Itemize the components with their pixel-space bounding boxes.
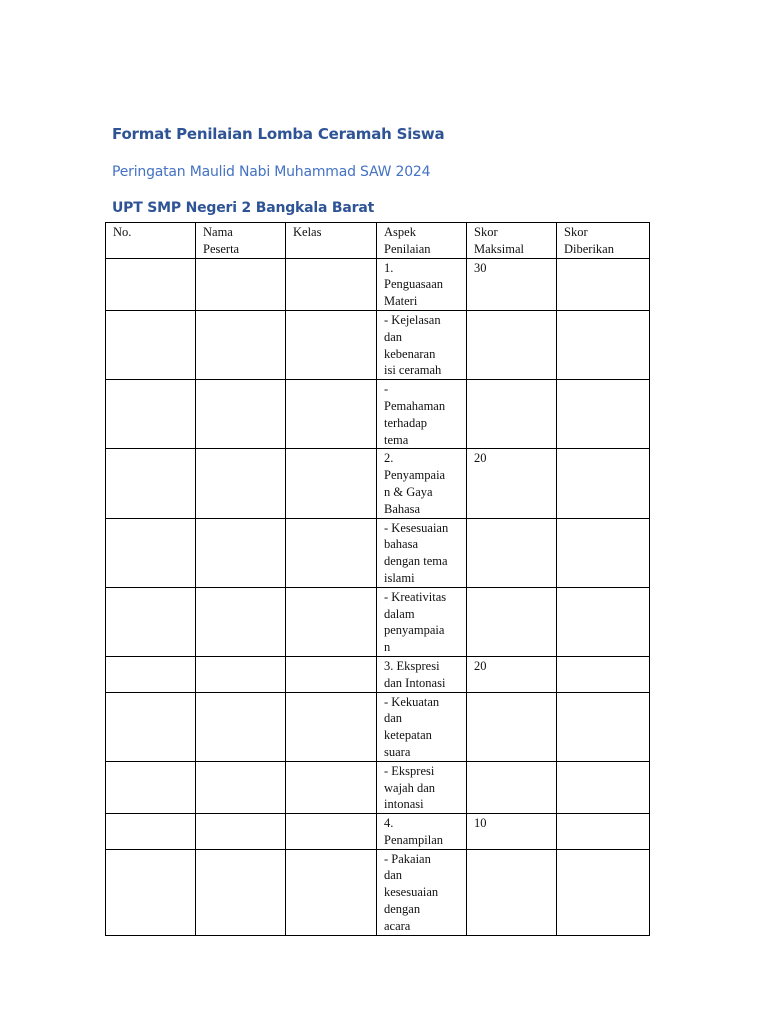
- given-score-cell[interactable]: [557, 258, 650, 310]
- given-score-cell[interactable]: [557, 310, 650, 379]
- max-score-cell: [467, 692, 557, 761]
- participant-name-cell[interactable]: [196, 761, 286, 813]
- class-cell[interactable]: [286, 258, 377, 310]
- max-score-cell: [467, 310, 557, 379]
- participant-name-cell[interactable]: [196, 380, 286, 449]
- table-header-row: [106, 223, 650, 259]
- no-cell[interactable]: [106, 692, 196, 761]
- school-name: UPT SMP Negeri 2 Bangkala Barat: [112, 200, 375, 216]
- class-cell[interactable]: [286, 814, 377, 850]
- header-participant-name: Nama Peserta: [196, 223, 286, 259]
- assessment-aspect-cell: - Kejelasan dan kebenaran isi ceramah: [377, 310, 467, 379]
- table-row: [106, 310, 650, 379]
- given-score-cell[interactable]: [557, 380, 650, 449]
- participant-name-cell[interactable]: [196, 587, 286, 656]
- table-row: [106, 692, 650, 761]
- given-score-cell[interactable]: [557, 449, 650, 518]
- no-cell[interactable]: [106, 849, 196, 935]
- participant-name-cell[interactable]: [196, 258, 286, 310]
- max-score-cell: 20: [467, 656, 557, 692]
- no-cell[interactable]: [106, 656, 196, 692]
- table-row: [106, 258, 650, 310]
- table-row: [106, 814, 650, 850]
- assessment-aspect-cell: - Kreativitas dalam penyampaia n: [377, 587, 467, 656]
- class-cell[interactable]: [286, 761, 377, 813]
- given-score-cell[interactable]: [557, 761, 650, 813]
- no-cell[interactable]: [106, 258, 196, 310]
- given-score-cell[interactable]: [557, 849, 650, 935]
- participant-name-cell[interactable]: [196, 814, 286, 850]
- assessment-aspect-cell: - Kekuatan dan ketepatan suara: [377, 692, 467, 761]
- assessment-aspect-cell: 2. Penyampaia n & Gaya Bahasa: [377, 449, 467, 518]
- participant-name-cell[interactable]: [196, 656, 286, 692]
- max-score-cell: [467, 761, 557, 813]
- header-assessment-aspect: Aspek Penilaian: [377, 223, 467, 259]
- header-class: Kelas: [286, 223, 377, 259]
- table-row: [106, 849, 650, 935]
- table-row: [106, 518, 650, 587]
- table-row: [106, 587, 650, 656]
- class-cell[interactable]: [286, 518, 377, 587]
- max-score-cell: [467, 587, 557, 656]
- max-score-cell: [467, 380, 557, 449]
- no-cell[interactable]: [106, 518, 196, 587]
- class-cell[interactable]: [286, 380, 377, 449]
- header-max-score: Skor Maksimal: [467, 223, 557, 259]
- assessment-aspect-cell: - Pemahaman terhadap tema: [377, 380, 467, 449]
- header-given-score: Skor Diberikan: [557, 223, 650, 259]
- table-row: [106, 449, 650, 518]
- assessment-aspect-cell: - Kesesuaian bahasa dengan tema islami: [377, 518, 467, 587]
- max-score-cell: 30: [467, 258, 557, 310]
- document-title: Format Penilaian Lomba Ceramah Siswa: [112, 125, 445, 143]
- assessment-aspect-cell: 1. Penguasaan Materi: [377, 258, 467, 310]
- participant-name-cell[interactable]: [196, 518, 286, 587]
- class-cell[interactable]: [286, 656, 377, 692]
- max-score-cell: 20: [467, 449, 557, 518]
- given-score-cell[interactable]: [557, 587, 650, 656]
- class-cell[interactable]: [286, 692, 377, 761]
- no-cell[interactable]: [106, 310, 196, 379]
- participant-name-cell[interactable]: [196, 449, 286, 518]
- max-score-cell: 10: [467, 814, 557, 850]
- participant-name-cell[interactable]: [196, 310, 286, 379]
- max-score-cell: [467, 849, 557, 935]
- class-cell[interactable]: [286, 849, 377, 935]
- participant-name-cell[interactable]: [196, 849, 286, 935]
- no-cell[interactable]: [106, 761, 196, 813]
- scoring-table: [105, 222, 650, 936]
- given-score-cell[interactable]: [557, 656, 650, 692]
- header-no: No.: [106, 223, 196, 259]
- class-cell[interactable]: [286, 310, 377, 379]
- no-cell[interactable]: [106, 814, 196, 850]
- table-row: [106, 380, 650, 449]
- assessment-aspect-cell: - Ekspresi wajah dan intonasi: [377, 761, 467, 813]
- no-cell[interactable]: [106, 587, 196, 656]
- given-score-cell[interactable]: [557, 518, 650, 587]
- class-cell[interactable]: [286, 587, 377, 656]
- no-cell[interactable]: [106, 380, 196, 449]
- table-body: [106, 258, 650, 935]
- assessment-aspect-cell: - Pakaian dan kesesuaian dengan acara: [377, 849, 467, 935]
- class-cell[interactable]: [286, 449, 377, 518]
- given-score-cell[interactable]: [557, 814, 650, 850]
- participant-name-cell[interactable]: [196, 692, 286, 761]
- given-score-cell[interactable]: [557, 692, 650, 761]
- assessment-aspect-cell: 3. Ekspresi dan Intonasi: [377, 656, 467, 692]
- table-row: [106, 656, 650, 692]
- document-subtitle: Peringatan Maulid Nabi Muhammad SAW 2024: [112, 164, 431, 180]
- table-row: [106, 761, 650, 813]
- assessment-aspect-cell: 4. Penampilan: [377, 814, 467, 850]
- no-cell[interactable]: [106, 449, 196, 518]
- max-score-cell: [467, 518, 557, 587]
